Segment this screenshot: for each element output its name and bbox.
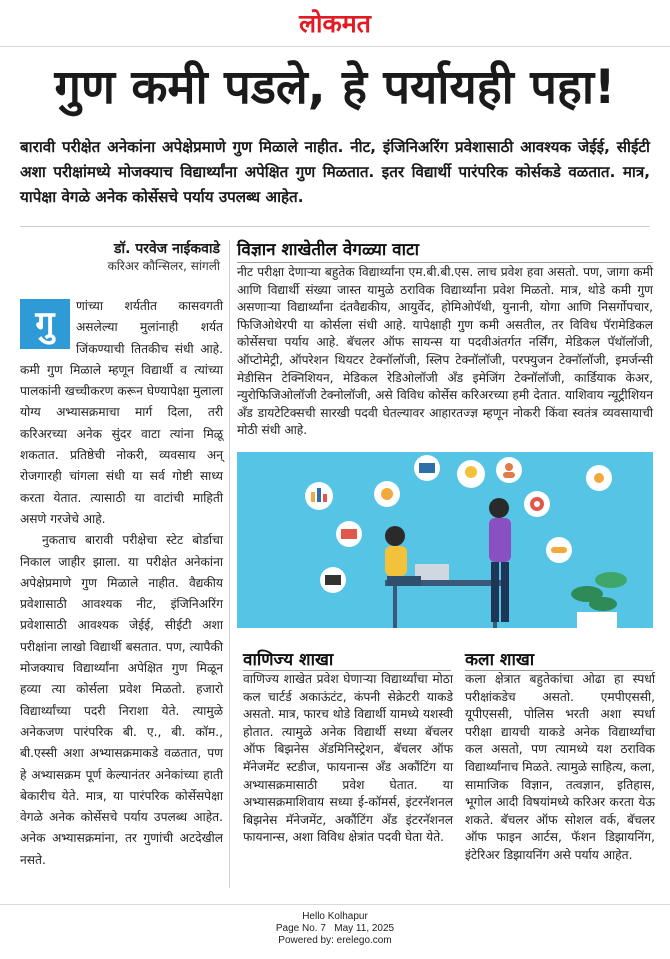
paragraph: नुकताच बारावी परीक्षेचा स्टेट बोर्डाचा निकाल जाहीर झाला. या परीक्षेत अनेकांना अपेक्षेप्रमाणे गुण मिळाले नाहीत. वैद्यकीय प्रवेशासाठी आवश्यक नीट, इंजिनिअरिंग प्रवेशासाठी आवश्यक जेईई, सीईटी अशा परीक्षांना लाखो विद्यार्थी बसतात. पण, त्यापैकी मोजक्याच विद्यार्थ्यांना अपेक्षित गुण मिळून हव्या त्या कोर्सला प्रवेश मिळतो. हजारो विद्यार्थ्यांच्या पदरी निराशा येते. त्यामुळे अनेकजण पारंपरिक बी. ए., बी. कॉम., बी.एस्सी अशा अभ्यासक्रमाकडे वळतात, पण हे अभ्यासक्रम पूर्ण केल्यानंतर अनेकांच्या हाती बेकारीच येते. मात्र, या पारंपरिक कोर्सेसपेक्षा वेगळे अनेक कोर्सेसचे पर्याय उपलब्ध आहेत. अनेक अभ्यासक्रमांना, तर गुणांची अटदेखील नसते. bbox=[20, 533, 223, 867]
headline: गुण कमी पडले, हे पर्यायही पहा! bbox=[54, 60, 616, 115]
divider bbox=[0, 904, 670, 905]
author-name: डॉ. परवेज नाईकवाडे bbox=[114, 241, 220, 257]
science-body: नीट परीक्षा देणाऱ्या बहुतेक विद्यार्थ्यांना एम.बी.बी.एस. लाच प्रवेश हवा असतो. पण, जागा कमी आणि विद्यार्थी संख्या जास्त यामुळे ठराविक विद्यार्थ्यांना प्रवेश मिळतो. मात्र, थोडे कमी गुण असणाऱ्या विद्यार्थ्यांना दंतवैद्यकीय, आयुर्वेद, होमिओपॅथी, युनानी, योगा आणि निसर्गोपचार, फिजिओथेरपी या कोर्सला संधी आहे. यापेक्षाही गुण कमी असतील, तर विविध पॅरामेडिकल कोर्सेसचा पर्याय आहे. बॅचलर ऑफ सायन्स या पदवीअंतर्गत नर्सिंग, मेडिकल पॅथॉलॉजी, ऑप्टोमेट्री, ऑपरेशन थियटर टेक्नॉलॉजी, स्लिप टेक्नॉलॉजी, परफ्युजन टेक्नॉलॉजी, इमर्जन्सी मेडीसिन टेक्निशियन, मेडिकल रेडिओलॉजी अँड इमेजिंग टेक्नॉलॉजी, कार्डियाक केअर, न्युरोफिजिओलॉजी टेक्नोलॉजी, असे विविध कोर्सेस करिअरच्या हमी देतात. याशिवाय न्यूट्रीशियन अँड डायटेटिक्सची सारखी पदवी घेतल्यावर आहारतज्ज्ञ म्हणून नोकरी किंवा स्वतंत्र व्यवसायाची मोठी संधी आहे. bbox=[237, 265, 653, 438]
paragraph: णांच्या शर्यतीत कासवगती असलेल्या मुलांनाही शर्यत जिंकण्याची तितकीच संधी आहे. कमी गुण मिळाले म्हणून विद्यार्थी व त्यांच्या पालकांनी खच्चीकरण करून घेण्यापेक्षा मुलाला योग्य अभ्यासक्रमाचा मार्ग दिला, तरी करिअरच्या अनेक सुंदर वाटा त्यांना मिळू शकतात. प्रतिष्ठेची नोकरी, व्यवसाय अन् रोजगारही चांगला संधी या सर्व गोष्टी साध्य करता येतात. त्यासाठी या वाटांची माहिती असणे गरजेचे आहे. bbox=[20, 299, 223, 526]
byline bbox=[20, 240, 220, 275]
arts-body: कला क्षेत्रात बहुतेकांचा ओढा हा स्पर्धा परीक्षांकडेच असतो. एमपीएससी, यूपीएससी, पोलिस भरती अशा स्पर्धा परीक्षा द्यायची याकडे अनेक विद्यार्थ्यांचा कल असतो, पण त्यामध्ये यश ठराविक विद्यार्थ्यांनाच मिळते. त्यामुळे साहित्य, कला, सामाजिक विज्ञान, तत्वज्ञान, इतिहास, भूगोल आदी विषयांमध्ये करिअर करता येऊ शकते. बॅचलर ऑफ सोशल वर्क, बॅचलर ऑफ फाइन आर्टस, फॅशन डिझायनिंग, इंटेरिअर डिझायनिंग असे पर्याय आहेत. bbox=[465, 672, 655, 862]
footer-date: May 11, 2025 bbox=[334, 923, 395, 934]
illustration-svg bbox=[237, 452, 653, 628]
footer bbox=[0, 911, 670, 947]
divider bbox=[20, 226, 650, 227]
author-role: करिअर कौन्सिलर, सांगली bbox=[107, 259, 220, 273]
arts-heading: कला शाखा bbox=[465, 650, 535, 670]
education-illustration bbox=[237, 452, 653, 628]
footer-edition: Hello Kolhapur bbox=[302, 911, 368, 922]
footer-page-date bbox=[0, 923, 670, 935]
intro-paragraph: बारावी परीक्षेत अनेकांना अपेक्षेप्रमाणे गुण मिळाले नाहीत. नीट, इंजिनिअरिंग प्रवेशासाठी आवश्यक जेईई, सीईटी अशा परीक्षांमध्ये मोजक्याच विद्यार्थ्यांना अपेक्षित गुण मिळतात. इतर विद्यार्थी पारंपरिक कोर्सकडे वळतात. मात्र, यापेक्षा वेगळे अनेक कोर्सेसचे पर्याय उपलब्ध आहेत. bbox=[20, 138, 650, 206]
seated-person bbox=[385, 526, 405, 546]
commerce-body: वाणिज्य शाखेत प्रवेश घेणाऱ्या विद्यार्थ्यांचा मोठा कल चार्टर्ड अकाऊंटंट, कंपनी सेक्रेटरी याकडे असतो. मात्र, फारच थोडे विद्यार्थी यामध्ये यशस्वी होतात. त्यामुळे अनेक विद्यार्थी सध्या बॅचलर ऑफ बिझनेस ॲडमिनिस्ट्रेशन, बॅचलर ऑफ मॅनेजमेंट स्टडीज, फायनान्स अँड अकौंटिंग या अभ्यासक्रमासाठी प्रवेश घेतात. या अभ्यासक्रमाशिवाय सध्या ई-कॉमर्स, इंटरनॅशनल बिझनेस मॅनेजमेंट, अकौंटिंग अँड इंटरनॅशनल फायनान्स, अशा विविध क्षेत्रांत पदवी घेता येते. bbox=[243, 672, 453, 845]
footer-powered[interactable]: Powered by: erelego.com bbox=[278, 935, 392, 946]
dropcap: गु bbox=[20, 299, 70, 349]
science-heading: विज्ञान शाखेतील वेगळ्या वाटा bbox=[237, 240, 419, 260]
footer-page: Page No. 7 bbox=[275, 923, 326, 934]
commerce-heading: वाणिज्य शाखा bbox=[243, 650, 334, 670]
standing-person bbox=[489, 498, 509, 518]
heading-rule bbox=[237, 262, 653, 263]
column-divider bbox=[229, 240, 230, 888]
left-column-article bbox=[20, 296, 223, 871]
lokmat-logo[interactable]: लोकमत bbox=[299, 9, 371, 38]
masthead bbox=[0, 0, 670, 47]
